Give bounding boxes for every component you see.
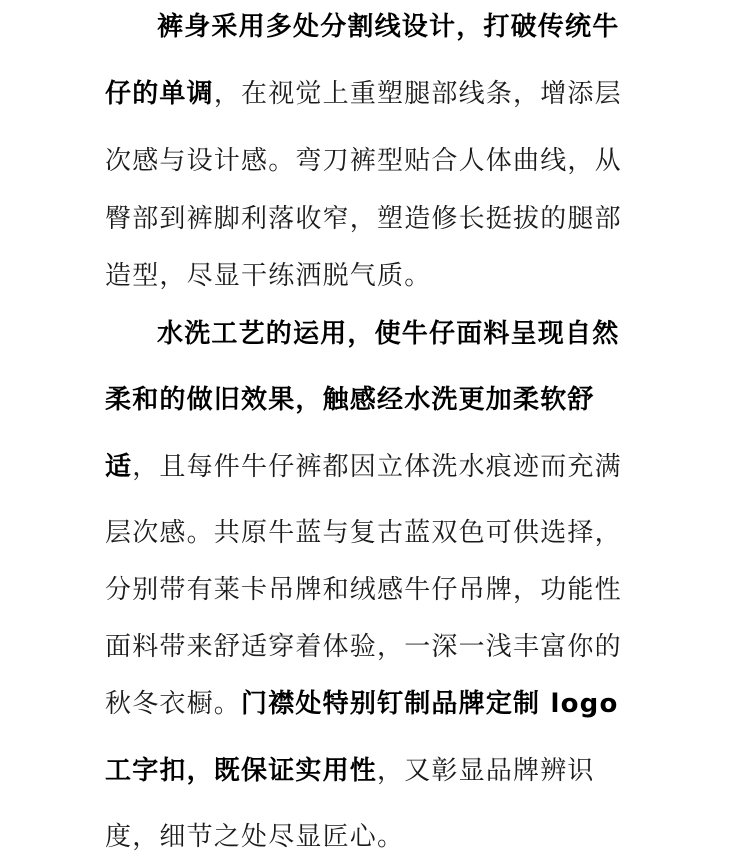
text-line	[105, 687, 665, 721]
bold-text: 门襟处特别钉制品牌定制 logo	[241, 689, 619, 719]
body-text: ，且每件牛仔裤都因立体洗水痕迹而充满	[132, 452, 622, 482]
text-line	[105, 202, 665, 236]
text-line	[105, 383, 665, 417]
bold-text: 裤身采用多处分割线设计，打破传统牛	[157, 12, 620, 42]
bold-text: 适	[105, 452, 133, 482]
text-line	[105, 450, 665, 484]
body-text: 秋冬衣橱。	[105, 689, 242, 719]
text-line	[105, 259, 665, 293]
bold-text: 水洗工艺的运用，使牛仔面料呈现自然	[157, 319, 620, 349]
text-line	[105, 144, 665, 178]
body-text: 面料带来舒适穿着体验，一深一浅丰富你的	[105, 632, 622, 662]
bold-text: 柔和的做旧效果，触感经水洗更加柔软舒	[105, 385, 595, 415]
bold-text: 仔的单调	[105, 79, 214, 109]
text-line	[157, 317, 717, 351]
text-line	[105, 573, 665, 607]
text-line	[105, 516, 665, 550]
text-line	[105, 630, 665, 664]
body-text: 次感与设计感。弯刀裤型贴合人体曲线，从	[105, 146, 622, 176]
body-text: ，在视觉上重塑腿部线条，增添层	[213, 79, 622, 109]
body-text: 分别带有莱卡吊牌和绒感牛仔吊牌，功能性	[105, 575, 622, 605]
body-text: 度，细节之处尽显匠心。	[105, 822, 405, 852]
text-line	[105, 77, 665, 111]
text-line	[105, 820, 665, 854]
text-line	[157, 10, 717, 44]
body-text: 臀部到裤脚利落收窄，塑造修长挺拔的腿部	[105, 204, 622, 234]
text-line	[105, 754, 665, 788]
body-text: 造型，尽显干练洒脱气质。	[105, 261, 432, 291]
body-text: 层次感。共原牛蓝与复古蓝双色可供选择，	[105, 518, 622, 548]
bold-text: 工字扣，既保证实用性	[105, 756, 378, 786]
body-text: ，又彰显品牌辨识	[377, 756, 595, 786]
